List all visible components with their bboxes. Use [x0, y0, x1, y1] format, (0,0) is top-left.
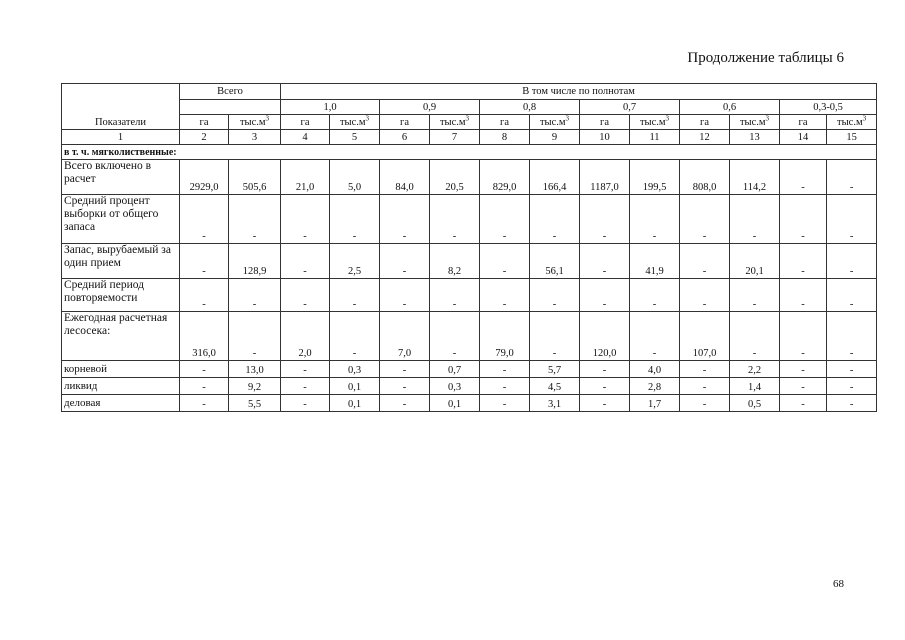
value-cell: 199,5 [630, 160, 680, 195]
row-label: Ежегодная расчетная лесосека: [62, 312, 180, 361]
column-number: 11 [630, 130, 680, 145]
value-cell: 128,9 [229, 244, 281, 279]
density-header-row [62, 100, 877, 115]
value-cell: 2,2 [730, 361, 780, 378]
value-cell: 0,1 [330, 378, 380, 395]
value-cell: - [580, 361, 630, 378]
value-cell: 0,3 [430, 378, 480, 395]
unit-volume-header [827, 115, 877, 130]
value-cell: - [281, 279, 330, 312]
density-header: 0,9 [380, 100, 480, 115]
unit-volume-text: тыс.м [439, 116, 466, 128]
value-cell: 56,1 [530, 244, 580, 279]
value-cell: - [281, 195, 330, 244]
value-cell: - [330, 195, 380, 244]
unit-ha-header: га [680, 115, 730, 130]
unit-volume-text: тыс.м [837, 116, 863, 128]
value-cell: - [680, 378, 730, 395]
value-cell: 0,3 [330, 361, 380, 378]
unit-volume-superscript: 3 [665, 114, 670, 122]
value-cell: 1,4 [730, 378, 780, 395]
unit-volume-superscript: 3 [565, 114, 570, 122]
unit-ha-header: га [180, 115, 229, 130]
value-cell: - [430, 312, 480, 361]
value-cell: 8,2 [430, 244, 480, 279]
value-cell: - [530, 279, 580, 312]
value-cell: 5,7 [530, 361, 580, 378]
unit-ha-header: га [780, 115, 827, 130]
table-row [62, 279, 877, 312]
value-cell: - [229, 312, 281, 361]
value-cell: 316,0 [180, 312, 229, 361]
table-row [62, 395, 877, 412]
unit-volume-text: тыс.м [739, 116, 766, 128]
value-cell: 2,0 [281, 312, 330, 361]
table-row [62, 160, 877, 195]
value-cell: 2,5 [330, 244, 380, 279]
value-cell: - [180, 378, 229, 395]
value-cell: 166,4 [530, 160, 580, 195]
value-cell: - [680, 195, 730, 244]
value-cell: - [827, 244, 877, 279]
value-cell: - [827, 195, 877, 244]
value-cell: 4,5 [530, 378, 580, 395]
unit-ha-header: га [580, 115, 630, 130]
value-cell: - [780, 244, 827, 279]
value-cell: - [180, 195, 229, 244]
row-label: деловая [62, 395, 180, 412]
column-number: 10 [580, 130, 630, 145]
value-cell: - [281, 361, 330, 378]
unit-ha-header: га [281, 115, 330, 130]
table-caption: Продолжение таблицы 6 [687, 50, 844, 66]
value-cell: - [480, 395, 530, 412]
unit-volume-text: тыс.м [539, 116, 566, 128]
value-cell: - [680, 279, 730, 312]
column-number: 9 [530, 130, 580, 145]
table-row [62, 244, 877, 279]
value-cell: - [730, 312, 780, 361]
column-number: 13 [730, 130, 780, 145]
value-cell: - [229, 279, 281, 312]
value-cell: - [780, 395, 827, 412]
column-number: 8 [480, 130, 530, 145]
value-cell: - [827, 378, 877, 395]
unit-volume-superscript: 3 [265, 114, 270, 122]
value-cell: 21,0 [281, 160, 330, 195]
value-cell: - [630, 312, 680, 361]
value-cell: - [281, 395, 330, 412]
value-cell: - [827, 312, 877, 361]
value-cell: - [580, 279, 630, 312]
value-cell: 0,1 [330, 395, 380, 412]
value-cell: - [630, 195, 680, 244]
value-cell: - [680, 361, 730, 378]
value-cell: - [330, 312, 380, 361]
value-cell: 9,2 [229, 378, 281, 395]
value-cell: 2929,0 [180, 160, 229, 195]
unit-volume-header [430, 115, 480, 130]
value-cell: - [380, 279, 430, 312]
unit-volume-header [730, 115, 780, 130]
value-cell: 4,0 [630, 361, 680, 378]
value-cell: 0,7 [430, 361, 480, 378]
value-cell: - [281, 244, 330, 279]
value-cell: - [430, 279, 480, 312]
value-cell: 505,6 [229, 160, 281, 195]
value-cell: - [430, 195, 480, 244]
value-cell: 79,0 [480, 312, 530, 361]
value-cell: - [530, 195, 580, 244]
value-cell: - [730, 195, 780, 244]
value-cell: - [780, 378, 827, 395]
unit-volume-superscript: 3 [465, 114, 470, 122]
density-header: 0,6 [680, 100, 780, 115]
table-row [62, 361, 877, 378]
value-cell: 13,0 [229, 361, 281, 378]
column-number: 4 [281, 130, 330, 145]
value-cell: - [380, 361, 430, 378]
column-number: 5 [330, 130, 380, 145]
value-cell: - [229, 195, 281, 244]
header-including: В том числе по полнотам [281, 84, 877, 100]
data-table [61, 83, 877, 412]
value-cell: - [580, 195, 630, 244]
column-number: 3 [229, 130, 281, 145]
row-label: Всего включено в расчет [62, 160, 180, 195]
unit-volume-superscript: 3 [365, 114, 370, 122]
value-cell: - [730, 279, 780, 312]
unit-volume-text: тыс.м [639, 116, 666, 128]
unit-volume-header [330, 115, 380, 130]
row-label: Запас, вырубаемый за один прием [62, 244, 180, 279]
header-total: Всего [180, 84, 281, 100]
unit-volume-header [229, 115, 281, 130]
column-number: 6 [380, 130, 430, 145]
value-cell: - [780, 279, 827, 312]
value-cell: - [281, 378, 330, 395]
value-cell: 20,5 [430, 160, 480, 195]
value-cell: - [480, 378, 530, 395]
row-label: корневой [62, 361, 180, 378]
value-cell: 1,7 [630, 395, 680, 412]
value-cell: - [380, 195, 430, 244]
value-cell: - [780, 195, 827, 244]
value-cell: 20,1 [730, 244, 780, 279]
value-cell: 808,0 [680, 160, 730, 195]
density-header: 0,7 [580, 100, 680, 115]
value-cell: - [580, 395, 630, 412]
value-cell: 3,1 [530, 395, 580, 412]
row-label: Средний период повторяемости [62, 279, 180, 312]
density-header: 0,3-0,5 [780, 100, 877, 115]
value-cell: - [480, 195, 530, 244]
table-body [62, 145, 877, 412]
unit-volume-header [530, 115, 580, 130]
column-number: 12 [680, 130, 730, 145]
value-cell: 0,5 [730, 395, 780, 412]
value-cell: 84,0 [380, 160, 430, 195]
value-cell: 107,0 [680, 312, 730, 361]
section-title: в т. ч. мягколиственные: [62, 145, 877, 160]
value-cell: - [380, 378, 430, 395]
unit-volume-superscript: 3 [765, 114, 770, 122]
value-cell: - [580, 378, 630, 395]
column-number: 1 [62, 130, 180, 145]
density-header: 1,0 [281, 100, 380, 115]
header-total-spacer [180, 100, 281, 115]
value-cell: - [680, 244, 730, 279]
value-cell: - [180, 244, 229, 279]
value-cell: 2,8 [630, 378, 680, 395]
table-row [62, 378, 877, 395]
value-cell: 114,2 [730, 160, 780, 195]
value-cell: - [380, 395, 430, 412]
unit-ha-header: га [380, 115, 430, 130]
page-number: 68 [833, 578, 844, 590]
column-number: 2 [180, 130, 229, 145]
value-cell: - [180, 395, 229, 412]
value-cell: - [330, 279, 380, 312]
value-cell: - [480, 361, 530, 378]
value-cell: - [180, 279, 229, 312]
unit-volume-text: тыс.м [339, 116, 366, 128]
table-row [62, 195, 877, 244]
unit-volume-superscript: 3 [862, 114, 867, 122]
unit-volume-header [630, 115, 680, 130]
unit-volume-text: тыс.м [239, 116, 266, 128]
value-cell: - [480, 244, 530, 279]
row-label: ликвид [62, 378, 180, 395]
value-cell: - [580, 244, 630, 279]
value-cell: - [530, 312, 580, 361]
value-cell: 41,9 [630, 244, 680, 279]
value-cell: 829,0 [480, 160, 530, 195]
value-cell: 1187,0 [580, 160, 630, 195]
value-cell: - [827, 361, 877, 378]
column-number: 14 [780, 130, 827, 145]
value-cell: 5,5 [229, 395, 281, 412]
value-cell: 7,0 [380, 312, 430, 361]
column-number: 15 [827, 130, 877, 145]
value-cell: - [480, 279, 530, 312]
value-cell: 120,0 [580, 312, 630, 361]
column-number: 7 [430, 130, 480, 145]
column-number-row [62, 130, 877, 145]
value-cell: - [680, 395, 730, 412]
value-cell: - [180, 361, 229, 378]
value-cell: - [630, 279, 680, 312]
value-cell: - [827, 279, 877, 312]
value-cell: - [780, 160, 827, 195]
value-cell: 5,0 [330, 160, 380, 195]
header-indicators: Показатели [62, 84, 180, 130]
value-cell: - [827, 160, 877, 195]
value-cell: - [380, 244, 430, 279]
unit-ha-header: га [480, 115, 530, 130]
table-row [62, 312, 877, 361]
value-cell: - [827, 395, 877, 412]
unit-header-row [62, 115, 877, 130]
value-cell: - [780, 312, 827, 361]
density-header: 0,8 [480, 100, 580, 115]
row-label: Средний процент выборки от общего запаса [62, 195, 180, 244]
value-cell: 0,1 [430, 395, 480, 412]
table-header [62, 84, 877, 145]
value-cell: - [780, 361, 827, 378]
